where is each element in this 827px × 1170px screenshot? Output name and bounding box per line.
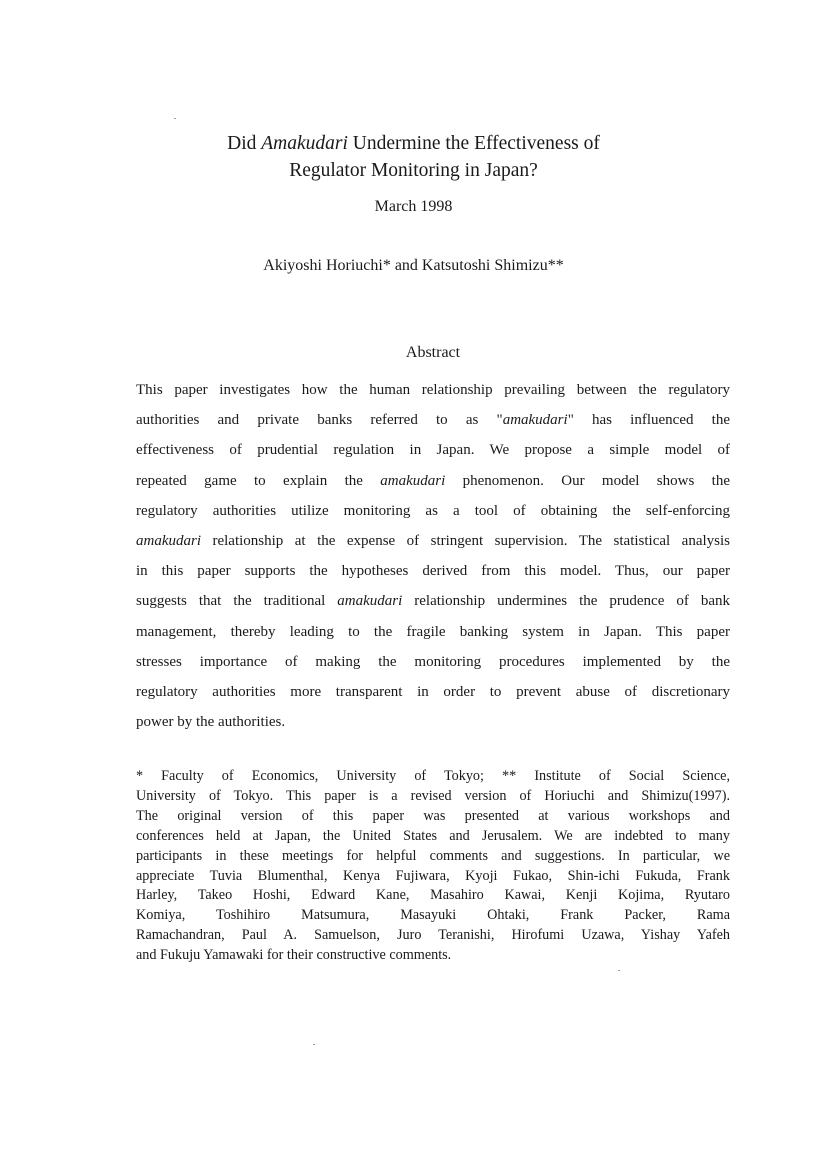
footnote xyxy=(136,767,730,966)
abstract-line xyxy=(136,617,730,647)
footnote-line: The original version of this paper was presented at various workshops and xyxy=(136,807,730,824)
abstract-text: authorities and private banks referred to as " xyxy=(136,412,503,429)
abstract-text: management, thereby leading to the fragile banking system in Japan. This paper xyxy=(136,623,730,640)
footnote-line: Harley, Takeo Hoshi, Edward Kane, Masahiro Kawai, Kenji Kojima, Ryutaro xyxy=(136,887,730,904)
abstract-body xyxy=(136,375,730,737)
footnote-line: Ramachandran, Paul A. Samuelson, Juro Teranishi, Hirofumi Uzawa, Yishay Yafeh xyxy=(136,927,730,944)
abstract-line xyxy=(136,556,730,586)
abstract-text: phenomenon. Our model shows the xyxy=(445,472,730,489)
paper-authors: Akiyoshi Horiuchi* and Katsutoshi Shimizu** xyxy=(263,257,564,274)
title-line-1-post: Undermine the Effectiveness of xyxy=(347,133,600,154)
abstract-text: stresses importance of making the monitoring procedures implemented by the xyxy=(136,653,730,670)
paper-date: March 1998 xyxy=(374,198,453,215)
abstract-line xyxy=(136,375,730,405)
abstract-line xyxy=(136,435,730,465)
abstract-text: effectiveness of prudential regulation in Japan. We propose a simple model of xyxy=(136,442,730,459)
title-line-1-pre: Did xyxy=(227,133,262,154)
scan-speck xyxy=(313,1044,315,1045)
abstract-italic-term: amakudari xyxy=(380,472,446,489)
footnote-line: University of Tokyo. This paper is a revised version of Horiuchi and Shimizu(1997). xyxy=(136,787,730,804)
abstract-text: " has influenced the xyxy=(567,412,731,429)
abstract-text: regulatory authorities more transparent in order to prevent abuse of discretionary xyxy=(136,684,730,701)
abstract-line xyxy=(136,586,730,616)
abstract-text: relationship at the expense of stringent supervision. The statistical analysis xyxy=(201,533,730,550)
footnote-line: appreciate Tuvia Blumenthal, Kenya Fujiwara, Kyoji Fukao, Shin-ichi Fukuda, Frank xyxy=(136,867,730,884)
abstract-text: This paper investigates how the human relationship prevailing between the regulatory xyxy=(136,382,730,398)
abstract-text: regulatory authorities utilize monitoring as a tool of obtaining the self-enforcing xyxy=(136,502,730,519)
footnote-line: and Fukuju Yamawaki for their constructive comments. xyxy=(136,947,452,964)
abstract-line xyxy=(136,677,730,707)
abstract-line xyxy=(136,526,730,556)
abstract-line xyxy=(136,466,730,496)
title-line-1 xyxy=(0,130,827,157)
abstract-line xyxy=(136,707,730,737)
title-line-2: Regulator Monitoring in Japan? xyxy=(289,160,538,181)
footnote-line: * Faculty of Economics, University of Tokyo; ** Institute of Social Science, xyxy=(136,768,730,784)
abstract-italic-term: amakudari xyxy=(337,593,403,610)
paper-title xyxy=(0,130,827,184)
abstract-text: power by the authorities. xyxy=(136,714,286,731)
abstract-heading: Abstract xyxy=(405,344,461,361)
abstract-text: repeated game to explain the xyxy=(136,472,381,489)
footnote-line: conferences held at Japan, the United States and Jerusalem. We are indebted to many xyxy=(136,827,730,844)
abstract-text: relationship undermines the prudence of bank xyxy=(402,593,730,610)
abstract-line xyxy=(136,405,730,435)
scan-speck xyxy=(174,118,176,119)
abstract-text: suggests that the traditional xyxy=(136,593,338,610)
abstract-line xyxy=(136,647,730,677)
abstract-italic-term: amakudari xyxy=(502,412,568,429)
footnote-line: Komiya, Toshihiro Matsumura, Masayuki Ohtaki, Frank Packer, Rama xyxy=(136,907,730,924)
abstract-italic-term: amakudari xyxy=(136,533,201,550)
scan-speck xyxy=(618,970,620,971)
abstract-line xyxy=(136,496,730,526)
abstract-text: in this paper supports the hypotheses derived from this model. Thus, our paper xyxy=(136,563,730,580)
title-italic-term: Amakudari xyxy=(261,133,348,154)
footnote-line: participants in these meetings for helpful comments and suggestions. In particular, we xyxy=(136,847,730,864)
